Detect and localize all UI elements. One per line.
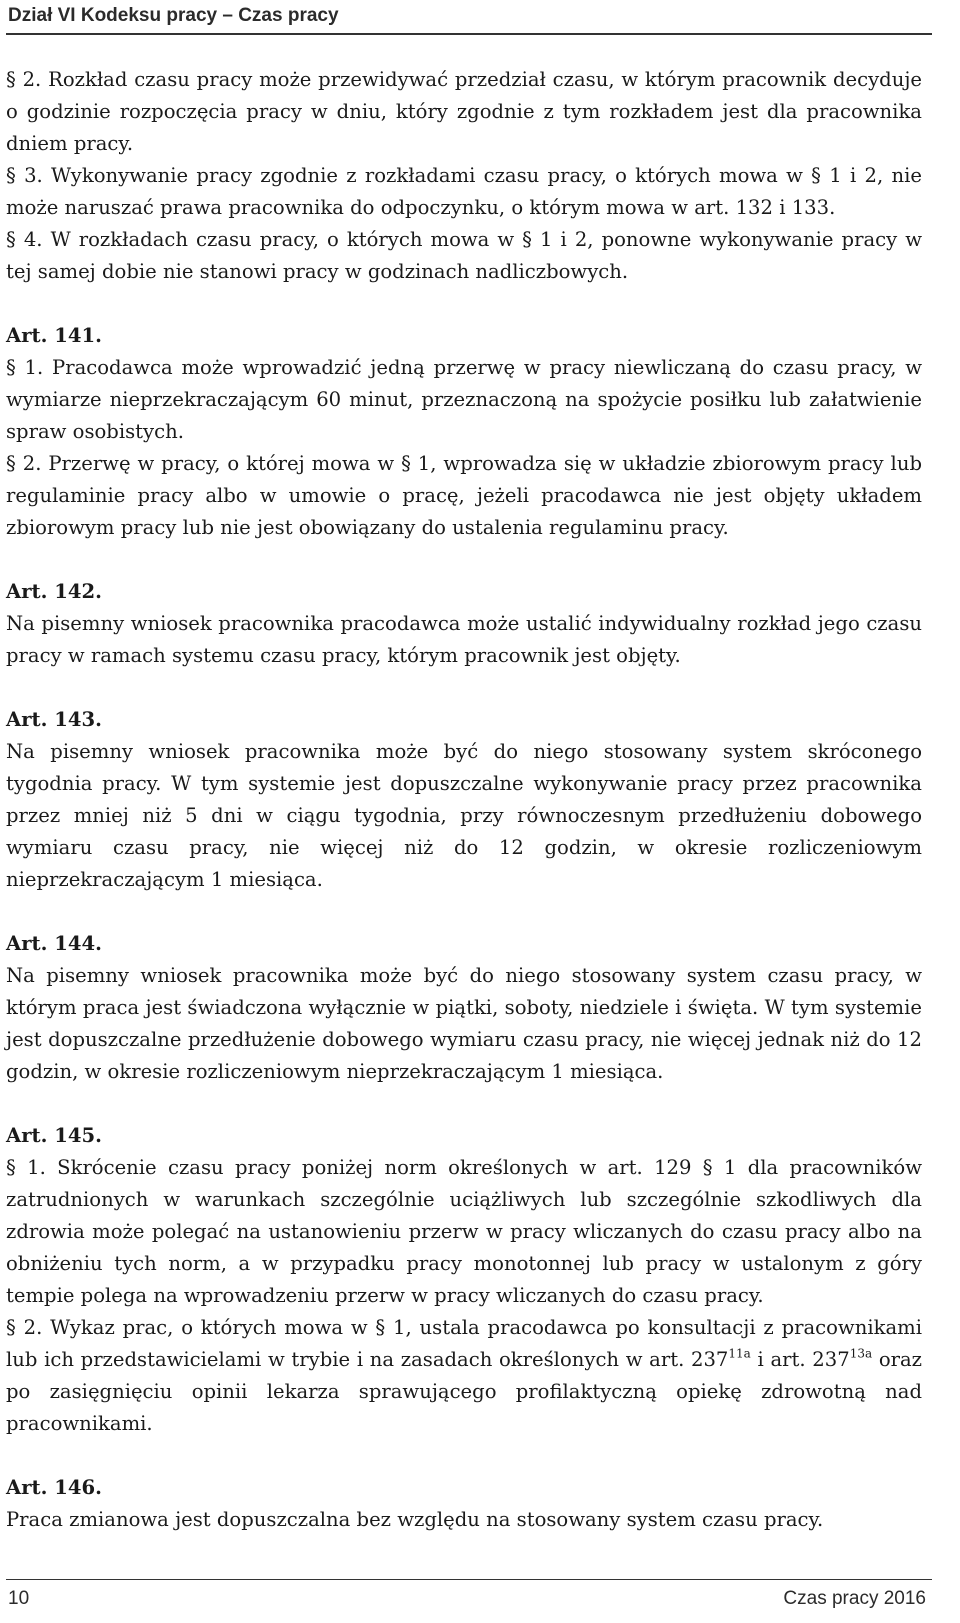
publication-title: Czas pracy 2016 [783,1588,926,1609]
paragraph-145-2 [6,1312,922,1440]
page-number: 10 [8,1588,30,1609]
paragraph-140-3: § 3. Wykonywanie pracy zgodnie z rozkładami czasu pracy, o których mowa w § 1 i 2, nie może naruszać prawa pracownika do odpoczynku, o którym mowa w art. 132 i 133. [6,164,922,219]
paragraph-145-1: § 1. Skrócenie czasu pracy poniżej norm określonych w art. 129 § 1 dla pracowników zatrudnionych w warunkach szczególnie uciążliwych lub szczególnie szkodliwych dla zdrowia może polegać na ustanowieniu przerw w pracy wliczanych do czasu pracy albo na obniżeniu tych norm, a w przypadku pracy monotonnej lub pracy w ustalonym z góry tempie polega na wprowadzeniu przerw w pracy wliczanych do czasu pracy. [6,1156,922,1307]
running-header: Dział VI Kodeksu pracy – Czas pracy [8,5,339,26]
paragraph-145-2-part-b: i art. 237 [750,1348,850,1371]
paragraph-140-4: § 4. W rozkładach czasu pracy, o których mowa w § 1 i 2, ponowne wykonywanie pracy w tej samej dobie nie stanowi pracy w godzinach nadliczbowych. [6,228,922,283]
superscript-13a: 13a [849,1346,873,1361]
paragraph-142-1: Na pisemny wniosek pracownika pracodawca może ustalić indywidualny rozkład jego czasu pracy w ramach systemu czasu pracy, którym pracownik jest objęty. [6,612,922,667]
header-rule [6,33,932,35]
article-heading-144: Art. 144. [6,932,102,955]
paragraph-145-2-part-a: § 2. Wykaz prac, o których mowa w § 1, ustala pracodawca po konsultacji z pracownikami lub ich przedstawicielami w trybie i na zasadach określonych w art. 237 [6,1316,922,1371]
footer-rule [6,1579,932,1580]
article-heading-141: Art. 141. [6,324,102,347]
paragraph-141-2: § 2. Przerwę w pracy, o której mowa w § 1, wprowadza się w układzie zbiorowym pracy lub regulaminie pracy albo w umowie o pracę, jeżeli pracodawca nie jest objęty układem zbiorowym pracy lub nie jest obowiązany do ustalenia regulaminu pracy. [6,452,922,539]
article-heading-143: Art. 143. [6,708,102,731]
paragraph-141-1: § 1. Pracodawca może wprowadzić jedną przerwę w pracy niewliczaną do czasu pracy, w wymiarze nieprzekraczającym 60 minut, przeznaczoną na spożycie posiłku lub załatwienie spraw osobistych. [6,356,922,443]
paragraph-146-1: Praca zmianowa jest dopuszczalna bez względu na stosowany system czasu pracy. [6,1508,824,1531]
article-heading-146: Art. 146. [6,1476,102,1499]
paragraph-140-2: § 2. Rozkład czasu pracy może przewidywać przedział czasu, w którym pracownik decyduje o godzinie rozpoczęcia pracy w dniu, który zgodnie z tym rozkładem jest dla pracownika dniem pracy. [6,68,922,155]
document-body [6,64,922,1536]
article-heading-142: Art. 142. [6,580,102,603]
paragraph-145-2-part-c: oraz po zasięgnięciu opinii lekarza sprawującego profilaktyczną opiekę zdrowotną nad pracownikami. [6,1348,922,1435]
paragraph-144-1: Na pisemny wniosek pracownika może być do niego stosowany system czasu pracy, w którym praca jest świadczona wyłącznie w piątki, soboty, niedziele i święta. W tym systemie jest dopuszczalne przedłużenie dobowego wymiaru czasu pracy, nie więcej jednak niż do 12 godzin, w okresie rozliczeniowym nieprzekraczającym 1 miesiąca. [6,964,922,1083]
article-heading-145: Art. 145. [6,1124,102,1147]
paragraph-143-1: Na pisemny wniosek pracownika może być do niego stosowany system skróconego tygodnia pracy. W tym systemie jest dopuszczalne wykonywanie pracy przez pracownika przez mniej niż 5 dni w ciągu tygodnia, przy równoczesnym przedłużeniu dobowego wymiaru czasu pracy, nie więcej niż do 12 godzin, w okresie rozliczeniowym nieprzekraczającym 1 miesiąca. [6,740,922,891]
superscript-11a: 11a [728,1346,751,1361]
